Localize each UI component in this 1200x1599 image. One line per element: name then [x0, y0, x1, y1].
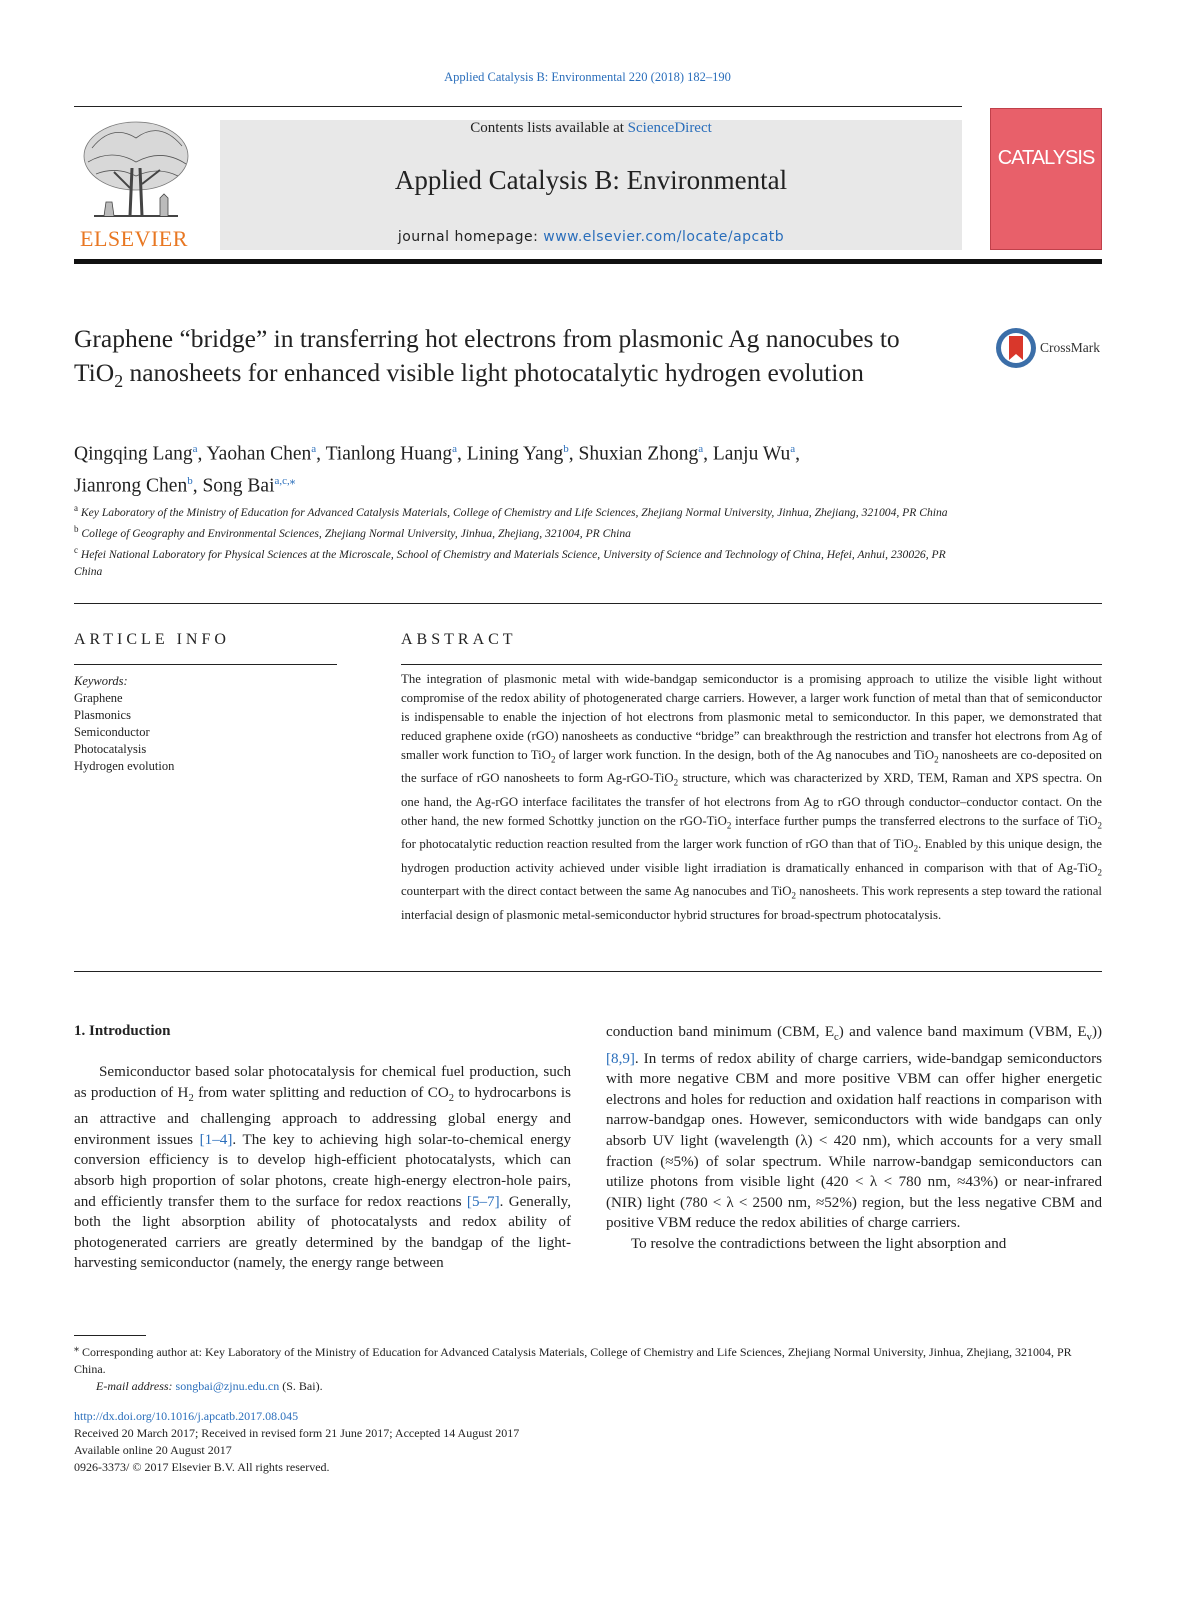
contents-prefix: Contents lists available at [470, 120, 628, 136]
header-thick-divider [74, 259, 1102, 264]
sciencedirect-link[interactable]: ScienceDirect [627, 120, 712, 136]
author-affiliation-mark[interactable]: b [187, 474, 193, 487]
reference-link[interactable]: [5–7] [466, 1193, 500, 1210]
reference-link[interactable]: [8,9] [606, 1050, 635, 1067]
author-affiliation-mark[interactable]: a [311, 443, 317, 455]
cover-title: CATALYSIS [997, 147, 1095, 169]
journal-name: Applied Catalysis B: Environmental [394, 165, 788, 195]
author[interactable]: Qingqing Lang [74, 443, 193, 465]
author[interactable]: Song Bai [202, 475, 275, 496]
footnote-text: ⁎ Corresponding author at: Key Laboratory of the Ministry of Education for Advanced Catalysis Materials, College of Chemistry and Life Sciences, Zhejiang Normal University, Jinhua, Zhejiang, 321004, PR China. [74, 1343, 1072, 1376]
affiliation: $^c$ Hefei National Laboratory for Physical Sciences at the Microscale, School of Chemistry and Materials Science, University of Science and Technology of China, Hefei, Anhui, 230026, PR China [74, 544, 946, 578]
keyword: Semiconductor [74, 725, 150, 739]
paper-title: Graphene “bridge” in transferring hot electrons from plasmonic Ag nanocubes to TiO$_2$ nanosheets for enhanced visible light photocatalytic hydrogen evolution [74, 324, 900, 392]
author-affiliation-mark[interactable]: a [698, 443, 704, 455]
email-link[interactable]: songbai@zjnu.edu.cn [175, 1379, 280, 1393]
author[interactable]: Tianlong Huang [325, 443, 453, 465]
keywords-label: Keywords: [74, 674, 128, 688]
online-date: Available online 20 August 2017 [74, 1443, 232, 1457]
author[interactable]: Lanju Wu [712, 443, 791, 465]
introduction-heading: 1. Introduction [74, 1023, 171, 1039]
author-affiliation-mark[interactable]: a,c,⁎ [274, 474, 296, 487]
elsevier-wordmark: ELSEVIER [80, 226, 188, 251]
author-affiliation-mark[interactable]: b [563, 443, 569, 455]
author-list: Qingqing Lang$^a$, Yaohan Chen$^a$, Tianlong Huang$^a$, Lining Yang$^b$, Shuxian Zhong$^a$, Lanju Wu$^a$, Jianrong Chen$^b$, Song Bai$^{a,c,⁎}$ [74, 443, 800, 496]
homepage-prefix: journal homepage: [397, 229, 544, 245]
elsevier-logo[interactable] [74, 118, 194, 252]
author[interactable]: Jianrong Chen [74, 475, 188, 496]
homepage-link[interactable]: www.elsevier.com/locate/apcatb [543, 229, 785, 245]
copyright: 0926-3373/ © 2017 Elsevier B.V. All rights reserved. [74, 1460, 330, 1474]
keyword: Photocatalysis [74, 742, 147, 756]
keyword: Hydrogen evolution [74, 759, 175, 773]
journal-citation[interactable]: Applied Catalysis B: Environmental 220 (2018) 182–190 [444, 70, 731, 84]
corresponding-author-footnote [74, 1340, 1102, 1395]
author[interactable]: Lining Yang [466, 443, 564, 465]
footnote-divider [74, 1335, 146, 1336]
author[interactable]: Yaohan Chen [206, 443, 312, 465]
article-info-divider [74, 664, 337, 665]
keywords-list [74, 673, 174, 775]
author-affiliation-mark[interactable]: a [452, 443, 458, 455]
author[interactable]: Shuxian Zhong [578, 443, 699, 465]
contents-line [220, 120, 962, 137]
crossmark-icon [994, 326, 1038, 370]
section-divider [74, 971, 1102, 972]
paragraph: To resolve the contradictions between the light absorption and [631, 1235, 1007, 1252]
email-row: E-mail address: songbai@zjnu.edu.cn (S. Bai). [96, 1379, 323, 1393]
body-column-left: Semiconductor based solar photocatalysis for chemical fuel production, such as production of $H_2$ from water splitting and reduction of $CO_2$ to hydrocarbons is an attractive and challenging approach to addressing global energy and environment issues [1–4]. The key to achieving high solar-to-chemical energy conversion efficiency is to develop high-efficient photocatalysts, which can absorb high proportion of solar photons, create high-energy electron-hole pairs, and efficiently transfer them to the surface for redox reactions [5–7]. Generally, both the light absorption ability of photocatalysts and redox ability of photogenerated carriers are greatly determined by the bandgap of the light-harvesting semiconductor (namely, the energy range between [74, 1064, 571, 1272]
publication-info [74, 1408, 519, 1476]
homepage-line [220, 229, 962, 245]
journal-banner [220, 120, 962, 250]
affiliation: $^a$ Key Laboratory of the Ministry of Education for Advanced Catalysis Materials, College of Chemistry and Life Sciences, Zhejiang Normal University, Jinhua, Zhejiang, 321004, PR China [74, 503, 948, 519]
affiliations [74, 500, 974, 580]
keyword: Plasmonics [74, 708, 131, 722]
section-divider [74, 603, 1102, 604]
abstract-divider [401, 664, 1102, 665]
doi-link[interactable]: http://dx.doi.org/10.1016/j.apcatb.2017.08.045 [74, 1409, 299, 1423]
header-divider [74, 106, 962, 107]
crossmark-label: CrossMark [1040, 340, 1100, 355]
author-affiliation-mark[interactable]: a [192, 443, 198, 455]
affiliation: $^b$ College of Geography and Environmental Sciences, Zhejiang Normal University, Jinhua, Zhejiang, 321004, PR China [74, 523, 631, 540]
article-info-heading: ARTICLE INFO [74, 631, 230, 648]
crossmark-button[interactable] [994, 326, 1109, 370]
journal-cover-thumbnail[interactable] [990, 108, 1102, 250]
received-dates: Received 20 March 2017; Received in revised form 21 June 2017; Accepted 14 August 2017 [74, 1426, 520, 1440]
body-column-right [606, 1022, 1102, 1255]
reference-link[interactable]: [1–4] [199, 1131, 233, 1148]
paragraph: conduction band minimum (CBM, $E_c$) and valence band maximum (VBM, $E_v$)) [8,9]. In terms of redox ability of charge carriers, wide-bandgap semiconductors with more negative CBM and more positive VBM can offer higher energetic electrons and holes for reduction and oxidation half reactions in comparison with narrow-bandgap ones. However, semiconductors with wide bandgaps can only absorb UV light (wavelength (λ) < 420 nm), which accounts for a very small fraction (≈5%) of solar spectrum. While narrow-bandgap semiconductors can utilize photons from visible light (420 < λ < 780 nm, ≈43%) or near-infrared (NIR) light (780 < λ < 2500 nm, ≈52%) region, but the less negative CBM and positive VBM reduce the redox abilities of charge carriers. [606, 1024, 1102, 1232]
elsevier-tree-icon [74, 118, 194, 222]
abstract-heading: ABSTRACT [401, 631, 517, 648]
author-affiliation-mark[interactable]: a [790, 443, 796, 455]
abstract-text: The integration of plasmonic metal with wide-bandgap semiconductor is a promising approach to utilize the visible light without compromise of the redox ability of photogenerated charge carriers. However, a larger work function of metal than that of semiconductor is indispensable to enable the injection of hot electrons from plasmonic metal to semiconductor. In this paper, we demonstrated that reduced graphene oxide (rGO) nanosheets as conductive “bridge” can breakthrough the restriction and transfer hot electrons from Ag of smaller work function to TiO$_2$ of larger work function. In the design, both of the Ag nanocubes and TiO$_2$ nanosheets are co-deposited on the surface of rGO nanosheets to form Ag-rGO-TiO$_2$ structure, which was characterized by XRD, TEM, Raman and XPS spectra. On one hand, the Ag-rGO interface facilitates the transfer of hot electrons from Ag to rGO through conductor–conductor contact. On the other hand, the new formed Schottky junction on the rGO-TiO$_2$ interface further pumps the transferred electrons to the surface of TiO$_2$ for photocatalytic reduction reaction resulted from the larger work function of rGO than that of TiO$_2$. Enabled by this unique design, the hydrogen production activity achieved under visible light irradiation is dramatically enhanced in comparison with that of Ag-TiO$_2$ counterpart with the direct contact between the same Ag nanocubes and TiO$_2$ nanosheets. This work represents a step toward the rational interfacial design of plasmonic metal-semiconductor hybrid structures for broad-spectrum photocatalysis. [401, 672, 1103, 922]
keyword: Graphene [74, 691, 123, 705]
